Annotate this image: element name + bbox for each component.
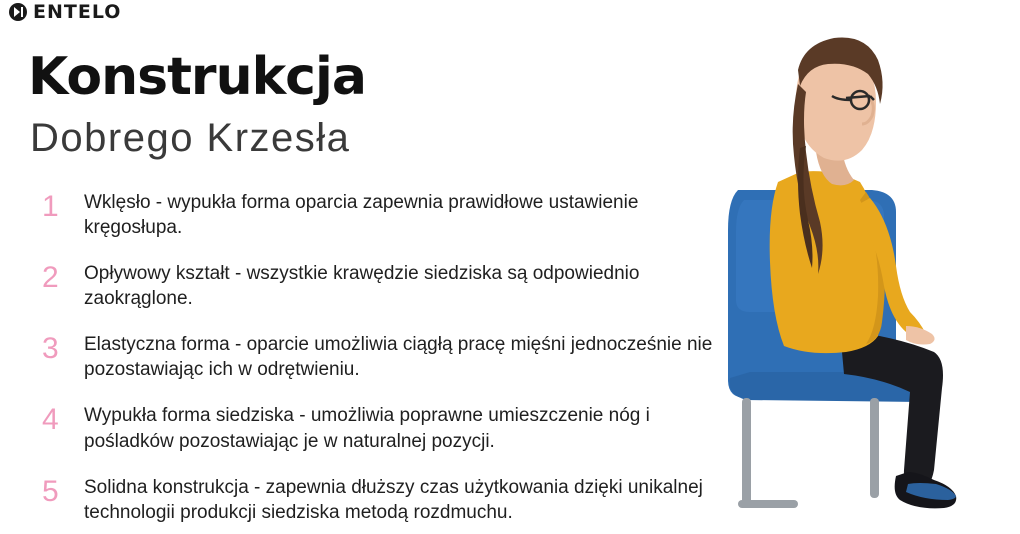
list-item-number: 5	[42, 474, 59, 508]
list-item-number: 2	[42, 261, 59, 295]
list-item-number: 3	[42, 332, 59, 366]
list-item-text: Opływowy kształt - wszystkie krawędzie siedziska są odpowiednio zaokrąglone.	[84, 263, 640, 310]
brand-name: ENTELO	[33, 1, 122, 23]
feature-list	[42, 190, 732, 534]
list-item-number: 1	[42, 190, 59, 223]
list-item-text: Wklęsło - wypukła forma oparcia zapewnia prawidłowe ustawienie kręgosłupa.	[84, 192, 639, 239]
list-item-text: Wypukła forma siedziska - umożliwia poprawne umieszczenie nóg i pośladków pozostawiając je w naturalnej pozycji.	[84, 405, 650, 452]
list-item	[42, 475, 732, 525]
page-subtitle: Dobrego Krzesła	[30, 116, 351, 160]
list-item	[42, 332, 732, 382]
entelo-mark-icon	[8, 2, 28, 22]
brand-logo	[8, 2, 121, 22]
girl-sitting-on-blue-chair-photo	[720, 0, 1020, 534]
list-item	[42, 190, 732, 240]
page-title: Konstrukcja	[28, 47, 366, 107]
list-item-number: 4	[42, 403, 59, 437]
list-item-text: Solidna konstrukcja - zapewnia dłuższy czas użytkowania dzięki unikalnej technologii produkcji siedziska metodą rozdmuchu.	[84, 476, 703, 523]
list-item	[42, 403, 732, 453]
list-item-text: Elastyczna forma - oparcie umożliwia ciągłą pracę mięśni jednocześnie nie pozostawiając ich w odrętwieniu.	[84, 334, 713, 381]
list-item	[42, 261, 732, 311]
